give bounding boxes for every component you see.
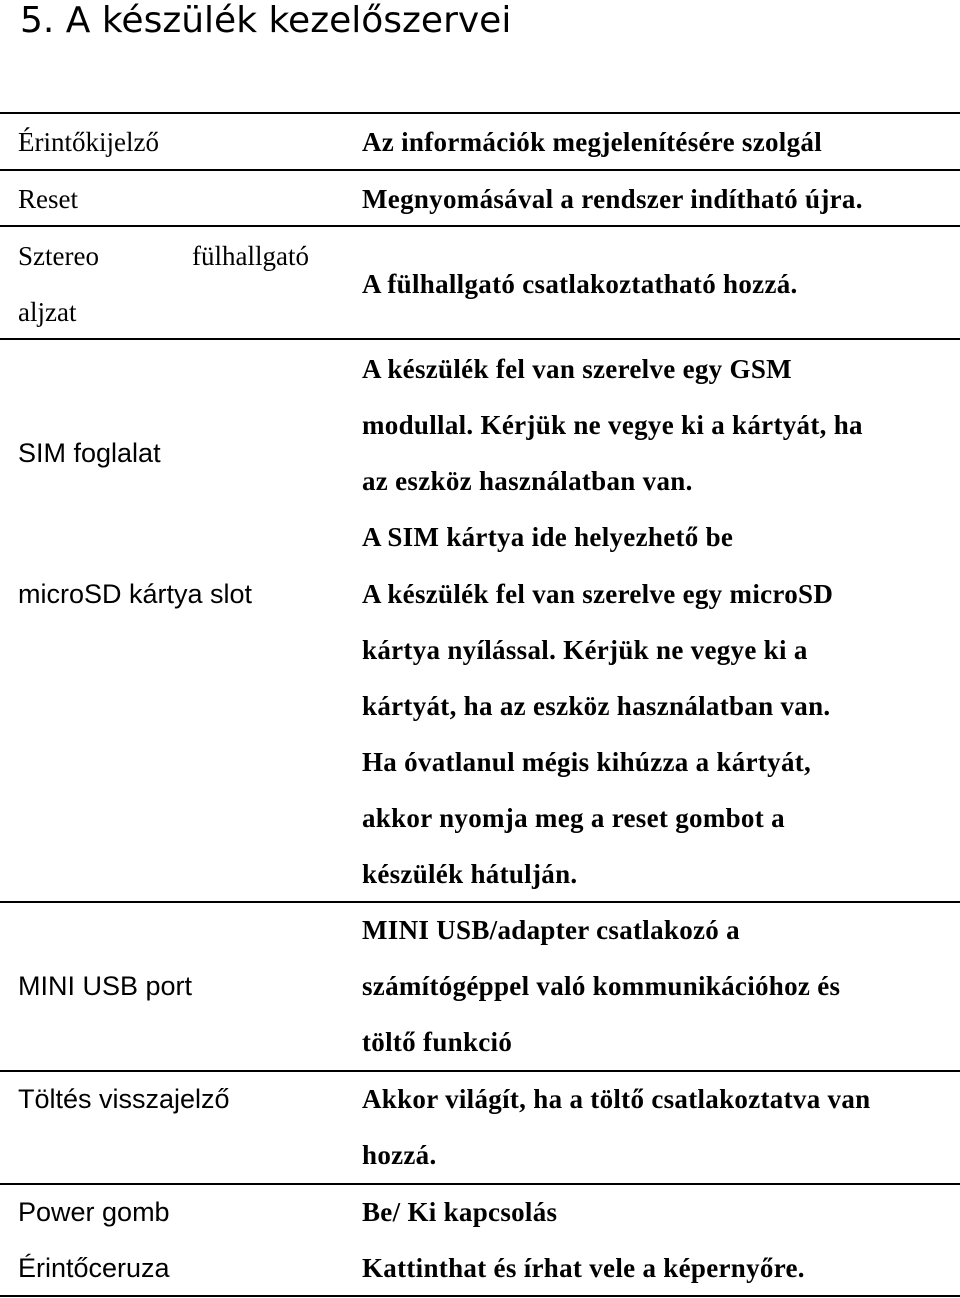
row-divider xyxy=(0,225,960,227)
row-label: aljzat xyxy=(18,297,77,327)
page-title: 5. A készülék kezelőszervei xyxy=(20,0,512,41)
row-description: akkor nyomja meg a reset gombot a xyxy=(362,803,785,833)
row-description: Akkor világít, ha a töltő csatlakoztatva van xyxy=(362,1084,871,1114)
row-label: Sztereo xyxy=(18,241,99,271)
row-label: SIM foglalat xyxy=(18,438,161,468)
row-label: Érintőkijelző xyxy=(18,127,159,157)
table-bottom-border xyxy=(0,1295,960,1297)
row-description: számítógéppel való kommunikációhoz és xyxy=(362,971,841,1001)
row-label: Töltés visszajelző xyxy=(18,1084,230,1114)
row-label: fülhallgató xyxy=(192,241,309,271)
row-divider xyxy=(0,901,960,903)
row-label: Power gomb xyxy=(18,1197,170,1227)
row-description: A fülhallgató csatlakoztatható hozzá. xyxy=(362,269,798,299)
row-description: töltő funkció xyxy=(362,1027,513,1057)
row-label: Érintőceruza xyxy=(18,1253,170,1283)
row-description: A készülék fel van szerelve egy microSD xyxy=(362,579,834,609)
row-divider xyxy=(0,1183,960,1185)
table-top-border xyxy=(0,112,960,114)
row-description: Be/ Ki kapcsolás xyxy=(362,1197,558,1227)
row-description: Az információk megjelenítésére szolgál xyxy=(362,127,823,157)
row-description: kártyát, ha az eszköz használatban van. xyxy=(362,691,831,721)
row-label: MINI USB port xyxy=(18,971,193,1001)
row-description: A készülék fel van szerelve egy GSM xyxy=(362,354,792,384)
row-divider xyxy=(0,1070,960,1072)
row-divider xyxy=(0,169,960,171)
row-description: MINI USB/adapter csatlakozó a xyxy=(362,915,740,945)
row-description: az eszköz használatban van. xyxy=(362,466,693,496)
row-label: microSD kártya slot xyxy=(18,579,253,609)
row-description: Kattinthat és írhat vele a képernyőre. xyxy=(362,1253,805,1283)
row-description: Megnyomásával a rendszer indítható újra. xyxy=(362,184,863,214)
row-description: kártya nyílással. Kérjük ne vegye ki a xyxy=(362,635,808,665)
row-description: hozzá. xyxy=(362,1140,437,1170)
row-divider xyxy=(0,338,960,340)
row-description: Ha óvatlanul mégis kihúzza a kártyát, xyxy=(362,747,812,777)
row-description: készülék hátulján. xyxy=(362,859,578,889)
row-description: A SIM kártya ide helyezhető be xyxy=(362,522,734,552)
row-label: Reset xyxy=(18,184,78,214)
row-description: modullal. Kérjük ne vegye ki a kártyát, ha xyxy=(362,410,863,440)
